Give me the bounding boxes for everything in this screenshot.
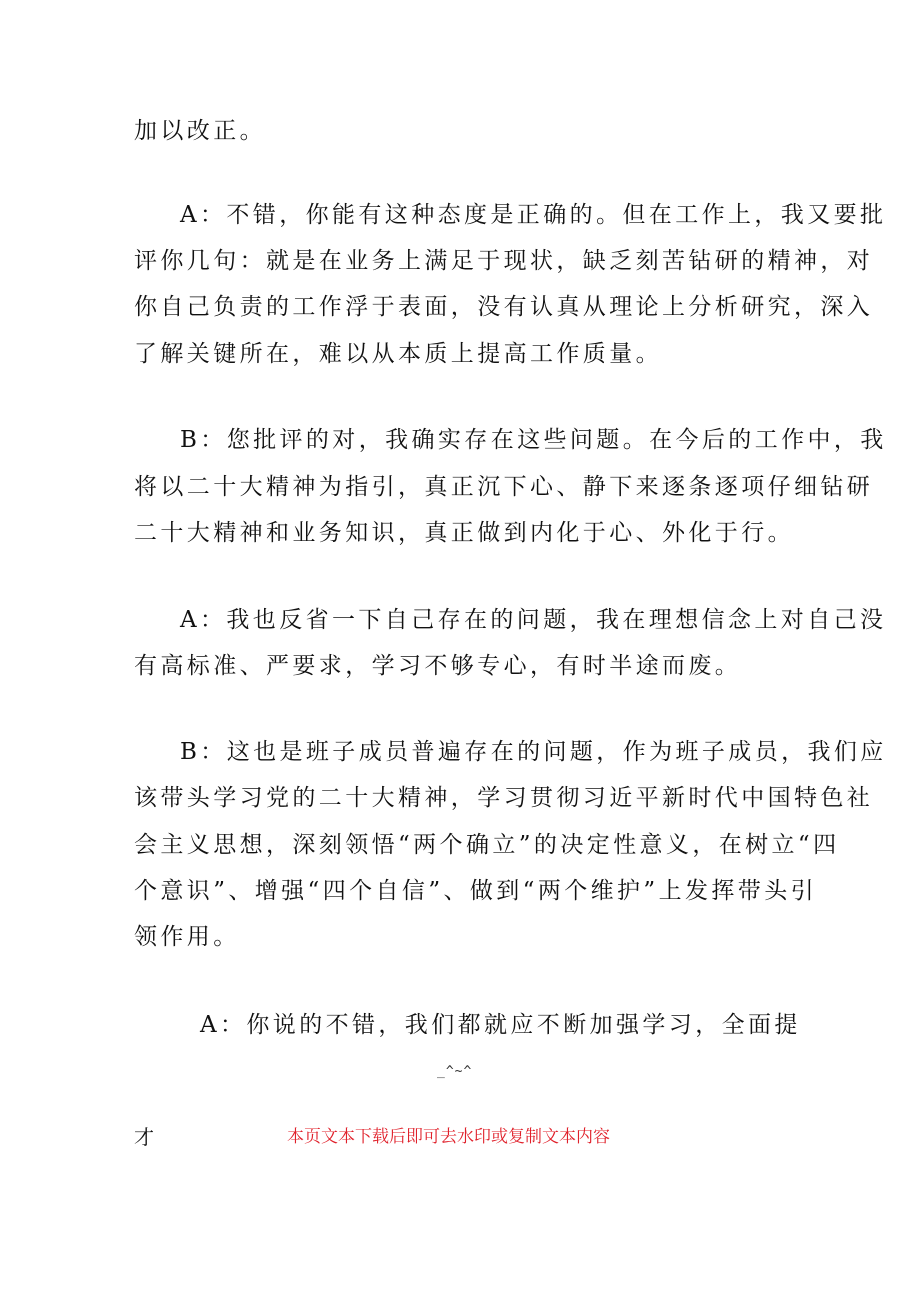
paragraph-line: A：我也反省一下自己存在的问题，我在理想信念上对自己没 bbox=[180, 607, 887, 633]
paragraph-line: 加以改正。 bbox=[134, 118, 266, 144]
paragraph-line: 该带头学习党的二十大精神，学习贯彻习近平新时代中国特色社 bbox=[134, 785, 874, 811]
paragraph-line: 会主义思想，深刻领悟“两个确立”的决定性意义，在树立“四 bbox=[134, 832, 840, 858]
trailing-character: 才 bbox=[134, 1125, 154, 1149]
paragraph-line: B：这也是班子成员普遍存在的问题，作为班子成员，我们应 bbox=[180, 739, 887, 765]
watermark-notice: 本页文本下载后即可去水印或复制文本内容 bbox=[287, 1127, 610, 1147]
paragraph-line: 领作用。 bbox=[134, 924, 240, 950]
paragraph-line: 将以二十大精神为指引，真正沉下心、静下来逐条逐项仔细钻研 bbox=[134, 474, 874, 500]
paragraph-line: 你自己负责的工作浮于表面，没有认真从理论上分析研究，深入 bbox=[134, 294, 874, 320]
page-mark: _^~^ bbox=[437, 1064, 473, 1079]
paragraph-line: B：您批评的对，我确实存在这些问题。在今后的工作中，我 bbox=[180, 427, 887, 453]
paragraph-line: 有高标准、严要求，学习不够专心，有时半途而废。 bbox=[134, 653, 742, 679]
paragraph-line: 了解关键所在，难以从本质上提高工作质量。 bbox=[134, 341, 662, 367]
paragraph-line: A：不错，你能有这种态度是正确的。但在工作上，我又要批 bbox=[180, 202, 887, 228]
paragraph-line: 个意识”、增强“四个自信”、做到“两个维护”上发挥带头引 bbox=[134, 878, 817, 904]
paragraph-line: 评你几句：就是在业务上满足于现状，缺乏刻苦钻研的精神，对 bbox=[134, 248, 874, 274]
paragraph-line: 二十大精神和业务知识，真正做到内化于心、外化于行。 bbox=[134, 520, 794, 546]
paragraph-line: A：你说的不错，我们都就应不断加强学习，全面提 bbox=[200, 1012, 801, 1038]
